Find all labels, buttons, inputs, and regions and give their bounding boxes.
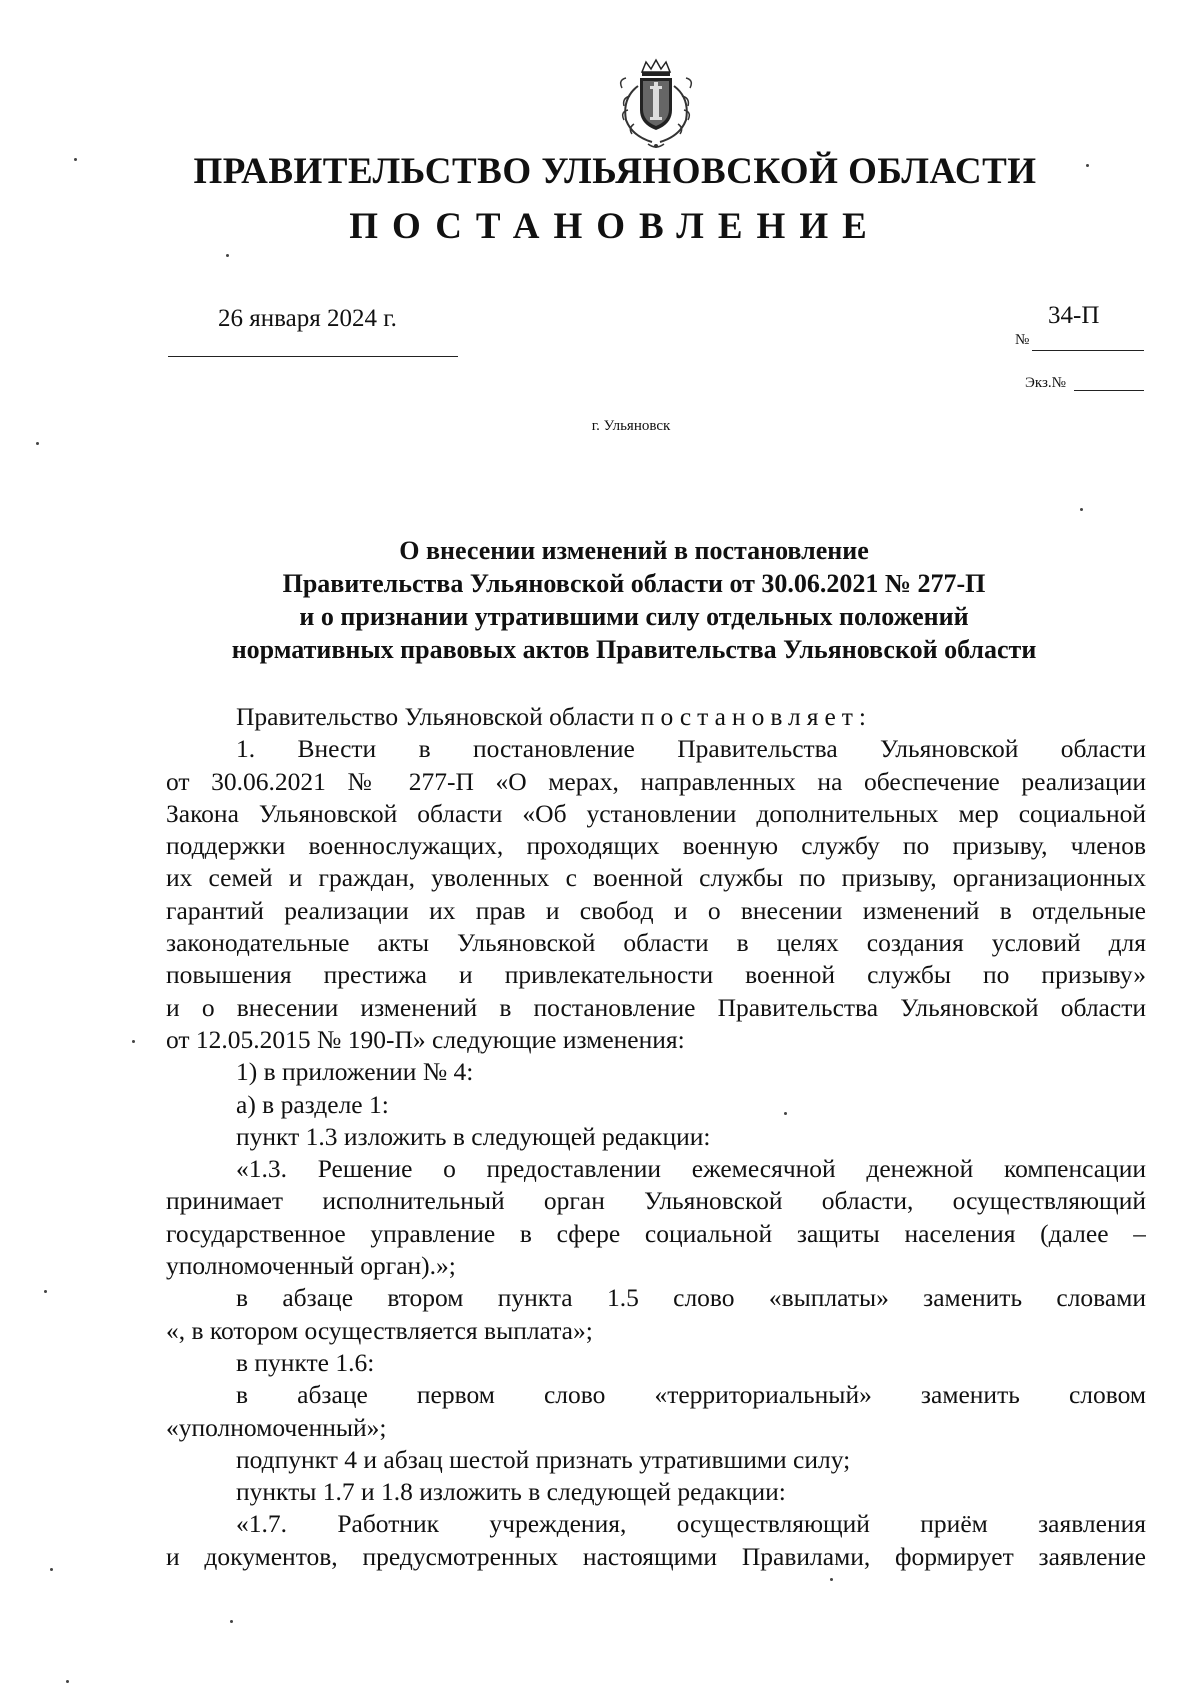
number-label: № (1015, 332, 1030, 348)
city-name: г. Ульяновск (591, 418, 671, 434)
body-line: а) в разделе 1: (236, 1089, 389, 1119)
scan-speck (66, 1680, 69, 1683)
scan-speck (44, 1290, 47, 1293)
document-type-heading: ПОСТАНОВЛЕНИЕ (349, 206, 881, 247)
coat-of-arms-emblem (612, 58, 700, 154)
scan-speck (1086, 164, 1089, 167)
body-line: уполномоченный орган).»; (166, 1251, 456, 1281)
body-line: повышения престижа и привлекательности военной службы по призыву» (166, 960, 1146, 990)
preamble-verb: постановляет: (640, 702, 873, 731)
scan-speck (1080, 508, 1083, 511)
body-line: 1. Внести в постановление Правительства Ульяновской области (236, 734, 1146, 764)
subject-line: нормативных правовых актов Правительства Ульяновской области (231, 635, 1037, 664)
number-underline (1032, 350, 1144, 351)
copy-number-underline (1074, 390, 1144, 391)
body-line: законодательные акты Ульяновской области в целях создания условий для (166, 928, 1146, 958)
body-line: «1.7. Работник учреждения, осуществляющий приём заявления (236, 1509, 1146, 1539)
body-line: и о внесении изменений в постановление Правительства Ульяновской области (166, 992, 1146, 1022)
body-line: Закона Ульяновской области «Об установлении дополнительных мер социальной (166, 798, 1146, 828)
scan-speck (50, 1568, 53, 1571)
body-line: «1.3. Решение о предоставлении ежемесячной денежной компенсации (236, 1154, 1146, 1184)
subject-line: О внесении изменений в постановление (399, 536, 869, 565)
body-line: их семей и граждан, уволенных с военной службы по призыву, организационных (166, 863, 1146, 893)
preamble-line (166, 701, 1146, 733)
scan-speck (830, 1578, 833, 1581)
body-line: в абзаце втором пункта 1.5 слово «выплаты» заменить словами (236, 1283, 1146, 1313)
body-line: принимает исполнительный орган Ульяновской области, осуществляющий (166, 1186, 1146, 1216)
scan-speck (132, 1040, 135, 1043)
body-line: от 12.05.2015 № 190-П» следующие изменения: (166, 1024, 685, 1054)
body-line: государственное управление в сфере социальной защиты населения (далее – (166, 1218, 1146, 1248)
body-line: пункты 1.7 и 1.8 изложить в следующей редакции: (236, 1477, 786, 1507)
subject-line: Правительства Ульяновской области от 30.06.2021 № 277-П (282, 569, 986, 598)
body-line: пункт 1.3 изложить в следующей редакции: (236, 1121, 711, 1151)
scan-speck (74, 158, 77, 161)
body-line: «уполномоченный»; (166, 1412, 387, 1442)
body-line: подпункт 4 и абзац шестой признать утратившими силу; (236, 1444, 851, 1474)
document-date: 26 января 2024 г. (218, 305, 397, 332)
body-line: поддержки военнослужащих, проходящих военную службу по призыву, членов (166, 831, 1146, 861)
body-line: 1) в приложении № 4: (236, 1057, 474, 1087)
body-line: и документов, предусмотренных настоящими Правилами, формирует заявление (166, 1541, 1146, 1571)
body-line: от 30.06.2021 № 277-П «О мерах, направленных на обеспечение реализации (166, 766, 1146, 796)
scan-speck (230, 1620, 233, 1623)
body-line: в пункте 1.6: (236, 1347, 375, 1377)
document-number: 34-П (1048, 302, 1100, 329)
copy-number-label: Экз.№ (1025, 375, 1066, 391)
date-underline (168, 356, 458, 357)
document-body (166, 701, 1146, 1573)
scan-speck (226, 254, 229, 257)
body-line: «, в котором осуществляется выплата»; (166, 1315, 593, 1345)
subject-line: и о признании утратившими силу отдельных положений (299, 602, 969, 631)
document-subject (0, 534, 1200, 666)
body-line: гарантий реализации их прав и свобод и о внесении изменений в отдельные (166, 895, 1146, 925)
organization-title: ПРАВИТЕЛЬСТВО УЛЬЯНОВСКОЙ ОБЛАСТИ (193, 151, 1037, 192)
scan-speck (36, 442, 39, 445)
body-line: в абзаце первом слово «территориальный» заменить словом (236, 1380, 1146, 1410)
scan-speck (784, 1112, 787, 1115)
preamble-text: Правительство Ульяновской области (236, 702, 641, 731)
